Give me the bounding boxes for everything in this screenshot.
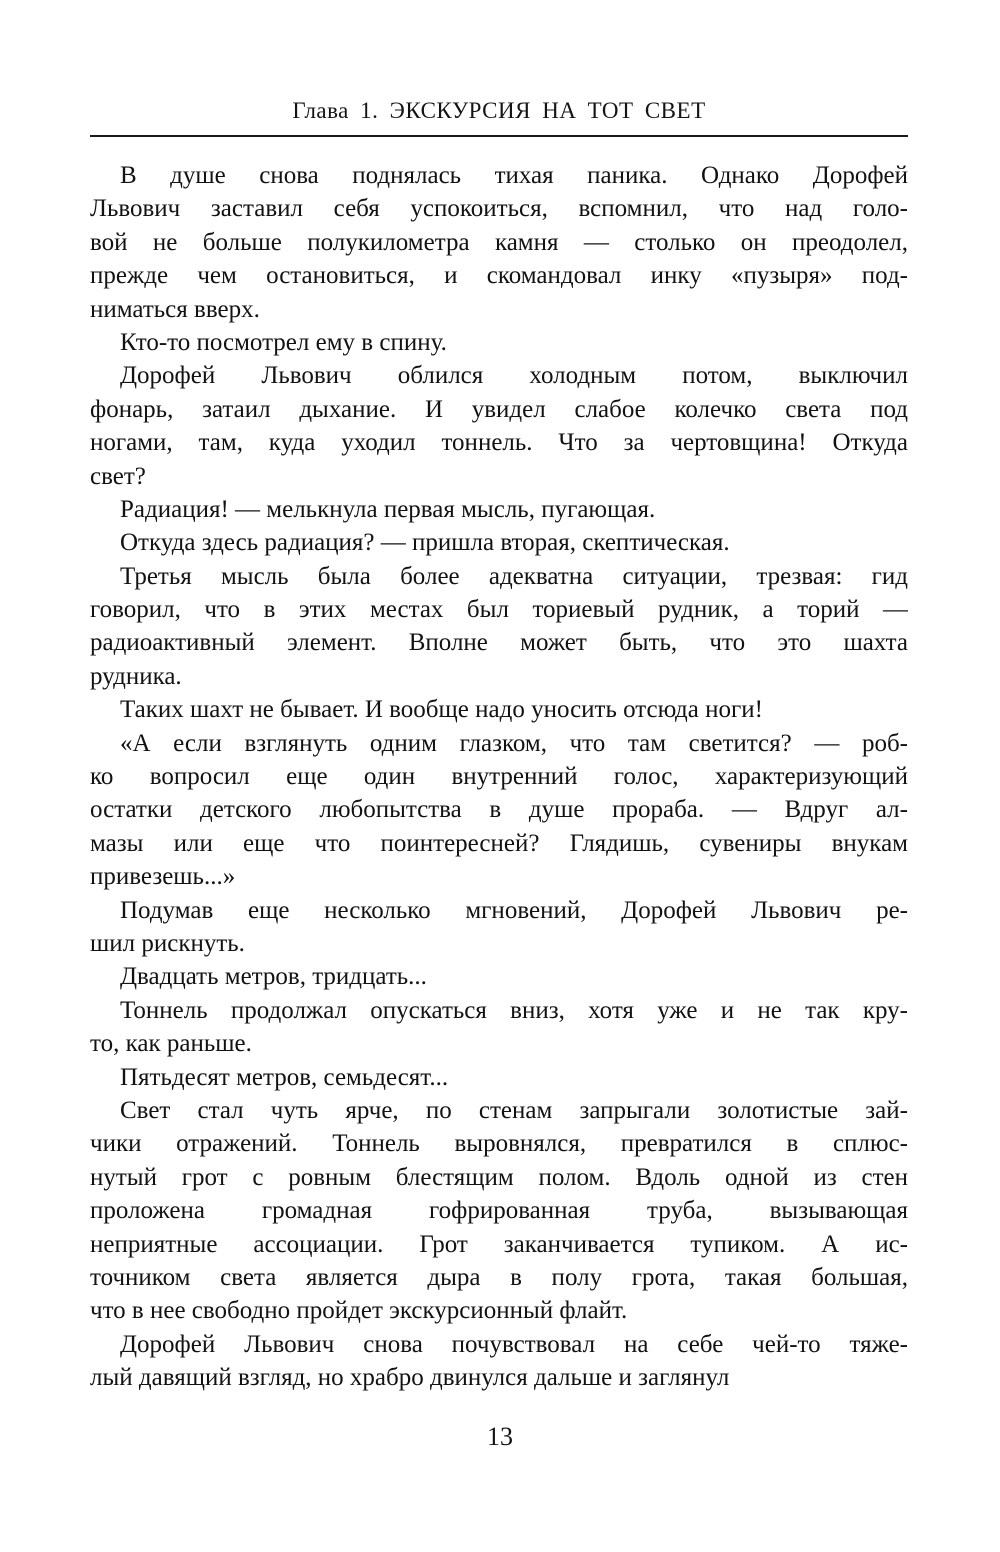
text-line: мазы или еще что поинтересней? Глядишь, сувениры внукам (90, 829, 908, 857)
paragraph (90, 1328, 908, 1395)
text-line: Радиация! — мелькнула первая мысль, пугающая. (120, 495, 656, 523)
text-line: привезешь...» (90, 863, 236, 891)
paragraph (90, 560, 908, 694)
paragraph (90, 960, 908, 993)
chapter-heading: Глава 1. ЭКСКУРСИЯ НА ТОТ СВЕТ (292, 98, 706, 123)
paragraph (90, 693, 908, 726)
paragraph (90, 894, 908, 961)
text-line: вой не больше полукилометра камня — столько он преодолел, (90, 228, 908, 256)
text-line: ногами, там, куда уходил тоннель. Что за чертовщина! Откуда (90, 429, 908, 457)
text-line: Пятьдесят метров, семьдесят... (120, 1063, 449, 1091)
text-line: ко вопросил еще один внутренний голос, характеризующий (90, 763, 908, 791)
text-line: Тоннель продолжал опускаться вниз, хотя уже и не так кру- (120, 996, 908, 1024)
paragraph (90, 727, 908, 894)
text-line: нутый грот с ровным блестящим полом. Вдоль одной из стен (90, 1163, 908, 1191)
paragraph (90, 159, 908, 326)
text-line: лый давящий взгляд, но храбро двинулся дальше и заглянул (90, 1364, 730, 1392)
heading-rule-divider (90, 135, 908, 137)
text-line: шил рискнуть. (90, 929, 245, 957)
text-line: Львович заставил себя успокоиться, вспомнил, что над голо- (90, 195, 908, 223)
text-line: то, как раньше. (90, 1030, 252, 1058)
page-number: 13 (487, 1422, 513, 1451)
text-line: Кто-то посмотрел ему в спину. (120, 328, 447, 356)
text-line: проложена громадная гофрированная труба, вызывающая (90, 1197, 908, 1225)
text-line: Третья мысль была более адекватна ситуации, трезвая: гид (120, 562, 908, 590)
text-line: Свет стал чуть ярче, по стенам запрыгали золотистые зай- (120, 1096, 908, 1124)
text-line: что в нее свободно пройдет экскурсионный флайт. (90, 1297, 628, 1325)
paragraph (90, 1094, 908, 1328)
paragraph (90, 359, 908, 493)
paragraph (90, 1061, 908, 1094)
paragraph (90, 326, 908, 359)
text-line: чики отражений. Тоннель выровнялся, превратился в сплюс- (90, 1130, 908, 1158)
text-line: точником света является дыра в полу грота, такая большая, (90, 1263, 908, 1291)
text-line: говорил, что в этих местах был ториевый рудник, а торий — (90, 596, 908, 624)
paragraph (90, 493, 908, 526)
paragraph (90, 526, 908, 559)
text-line: фонарь, затаил дыхание. И увидел слабое колечко света под (90, 395, 908, 423)
text-line: Дорофей Львович снова почувствовал на себе чей-то тяже- (120, 1330, 908, 1358)
paragraph (90, 994, 908, 1061)
text-line: остатки детского любопытства в душе прораба. — Вдруг ал- (90, 796, 908, 824)
text-line: Двадцать метров, тридцать... (120, 963, 427, 991)
text-line: прежде чем остановиться, и скомандовал инку «пузыря» под- (90, 262, 908, 290)
text-line: рудника. (90, 662, 182, 690)
page-text (90, 159, 908, 1394)
text-line: Дорофей Львович облился холодным потом, выключил (120, 362, 908, 390)
text-line: ниматься вверх. (90, 295, 260, 323)
text-line: Откуда здесь радиация? — пришла вторая, скептическая. (120, 529, 730, 557)
text-line: неприятные ассоциации. Грот заканчивается тупиком. А ис- (90, 1230, 908, 1258)
text-line: В душе снова поднялась тихая паника. Однако Дорофей (120, 162, 908, 189)
text-line: свет? (90, 462, 146, 490)
text-line: Подумав еще несколько мгновений, Дорофей Львович ре- (120, 896, 908, 924)
page-content (90, 98, 908, 1394)
text-line: Таких шахт не бывает. И вообще надо уносить отсюда ноги! (120, 696, 763, 724)
text-line: радиоактивный элемент. Вполне может быть, что это шахта (90, 629, 908, 657)
text-line: «А если взглянуть одним глазком, что там светится? — роб- (120, 729, 908, 757)
